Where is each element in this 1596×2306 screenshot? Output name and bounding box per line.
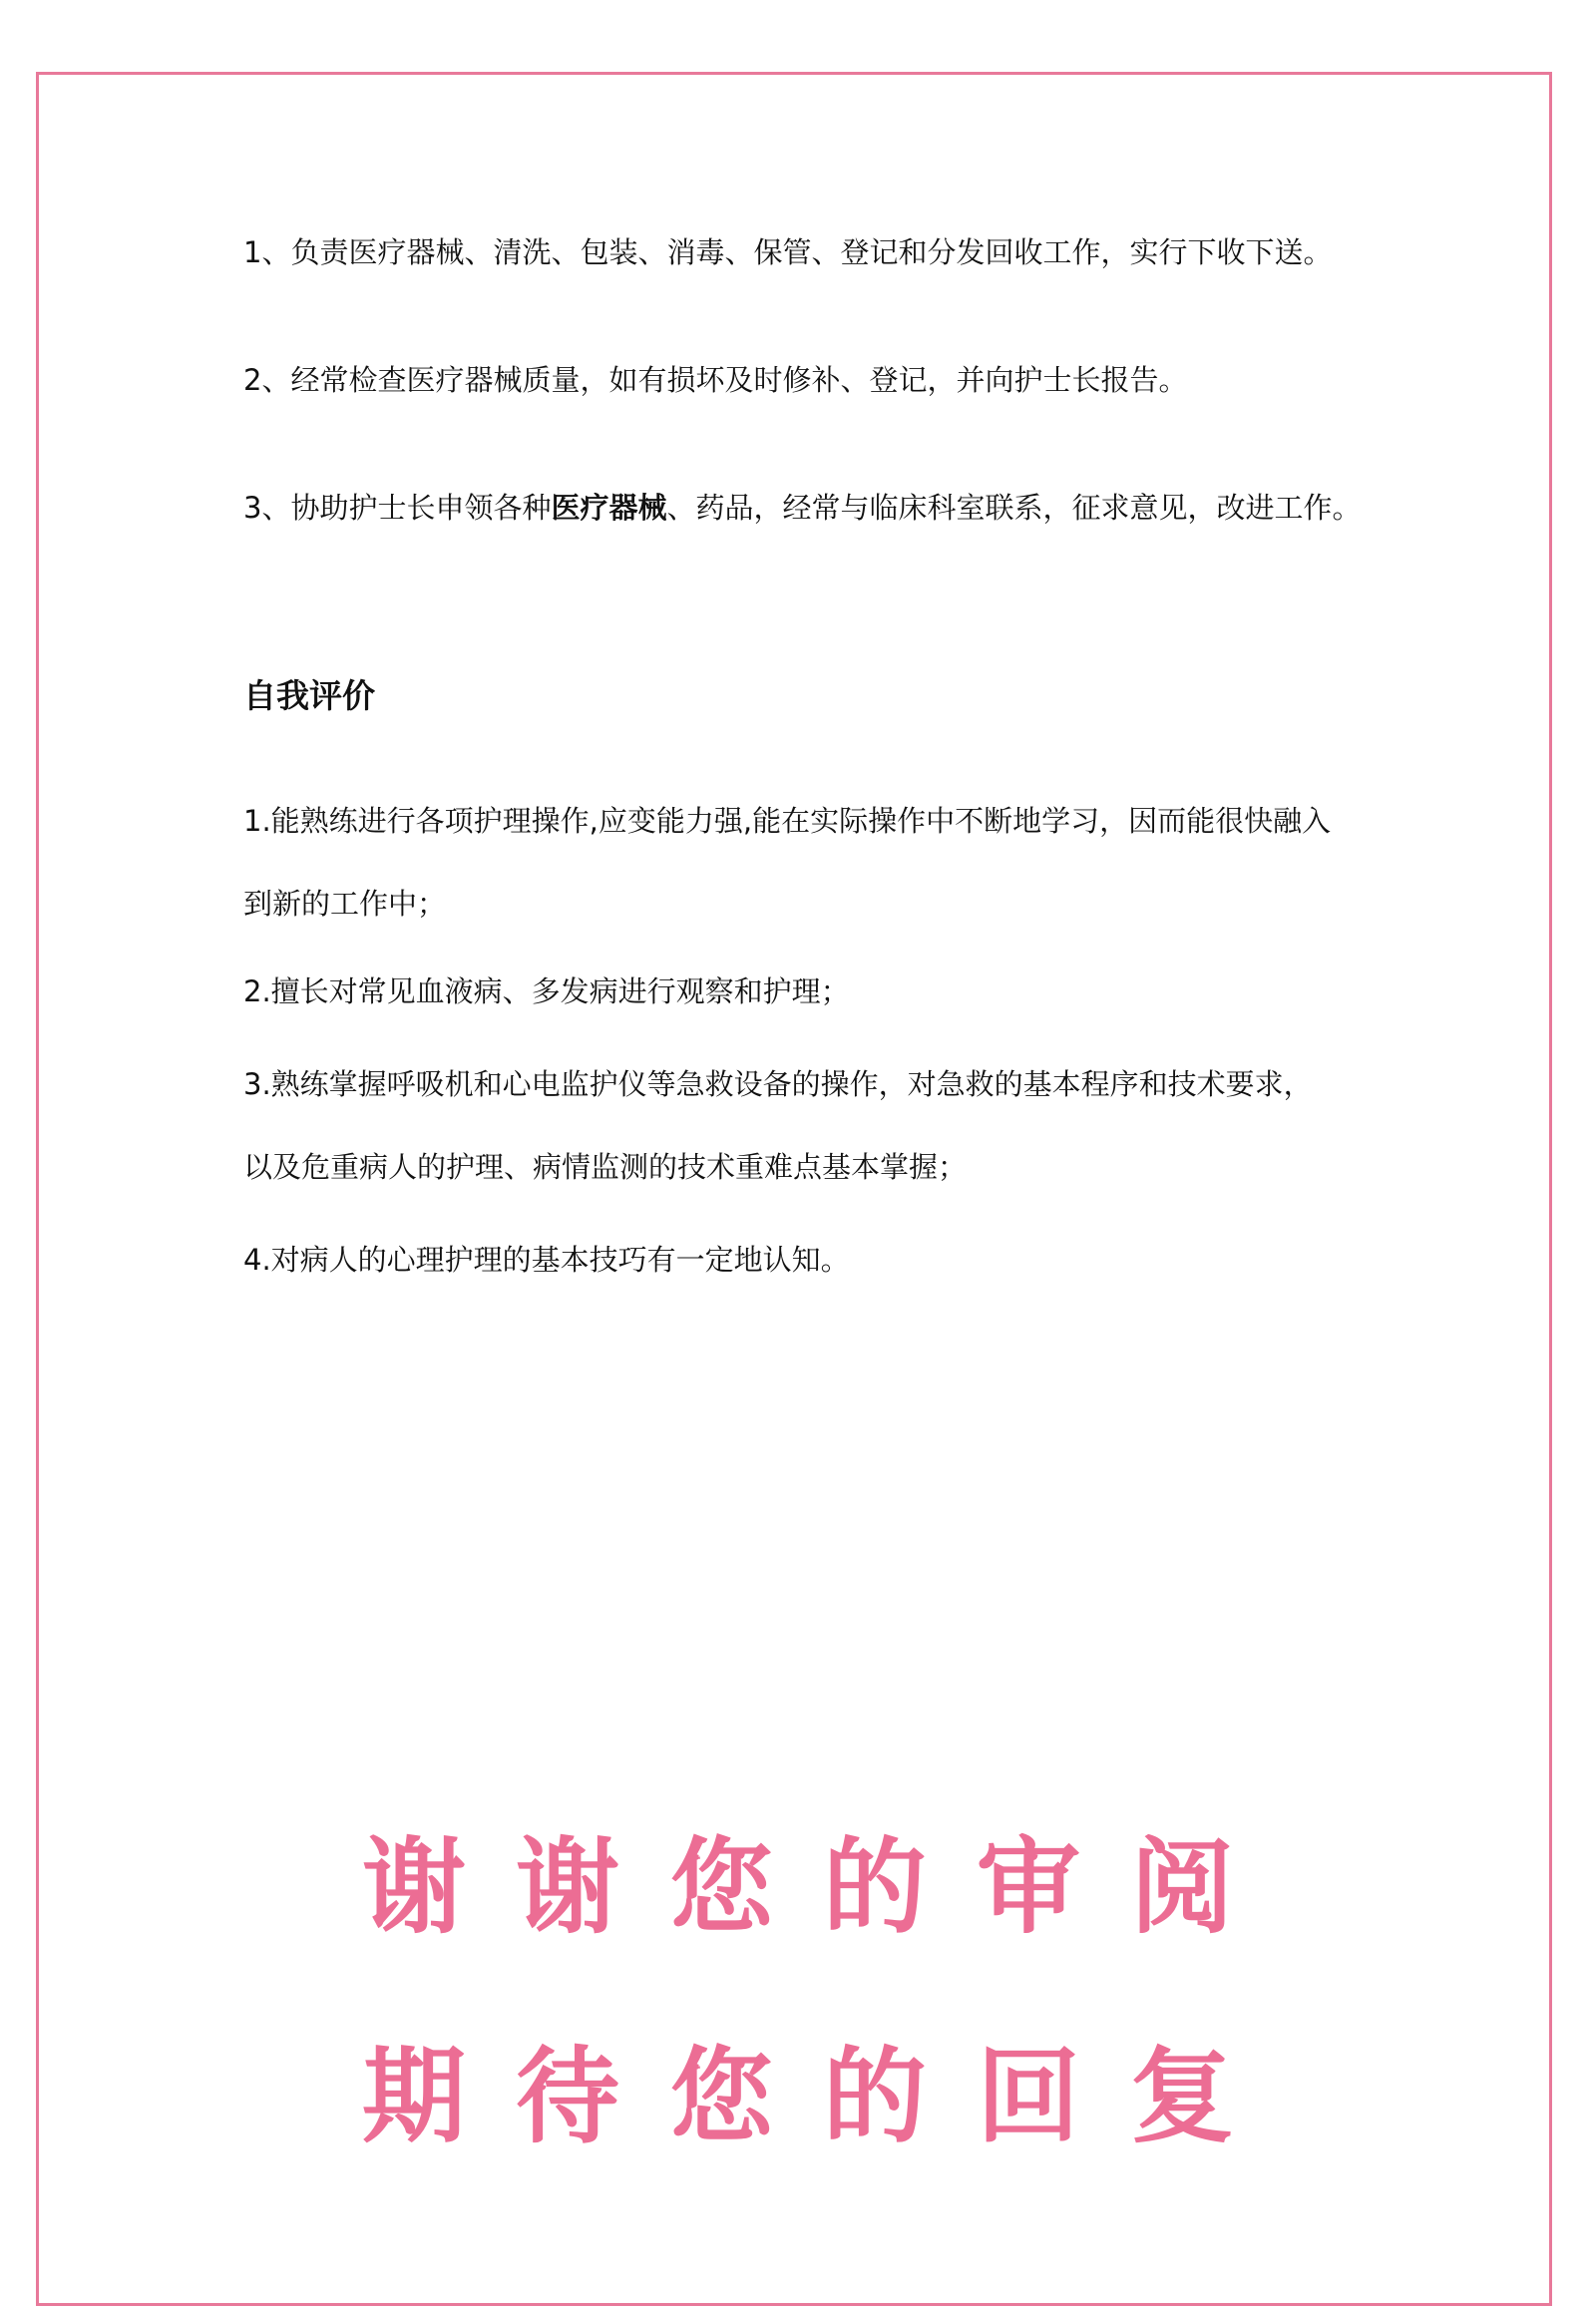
eval-item-2: 2.擅长对常见血液病、多发病进行观察和护理； xyxy=(243,974,850,1008)
duty-item-3-bold: 医疗器械 xyxy=(551,491,667,525)
eval-item-1-line-1: 1.能熟练进行各项护理操作,应变能力强,能在实际操作中不断地学习，因而能很快融入 xyxy=(243,804,1332,838)
eval-item-3-line-2: 以及危重病人的护理、病情监测的技术重难点基本掌握； xyxy=(243,1150,968,1184)
duty-item-3-prefix: 3、协助护士长申领各种 xyxy=(243,491,552,525)
duty-item-3-suffix: 、药品，经常与临床科室联系，征求意见，改进工作。 xyxy=(666,491,1362,525)
duty-item-2: 2、经常检查医疗器械质量，如有损坏及时修补、登记，并向护士长报告。 xyxy=(243,363,1188,397)
closing-await-reply: 期待您的回复 xyxy=(361,2036,1284,2157)
closing-thanks: 谢谢您的审阅 xyxy=(361,1826,1284,1948)
eval-item-1-line-2: 到新的工作中； xyxy=(243,887,447,921)
eval-item-3-line-1: 3.熟练掌握呼吸机和心电监护仪等急救设备的操作，对急救的基本程序和技术要求， xyxy=(243,1067,1313,1101)
page-border-frame xyxy=(36,72,1552,2306)
duty-item-3 xyxy=(243,488,1361,528)
self-evaluation-heading: 自我评价 xyxy=(243,676,375,715)
eval-item-4: 4.对病人的心理护理的基本技巧有一定地认知。 xyxy=(243,1243,850,1277)
duty-item-1: 1、负责医疗器械、清洗、包装、消毒、保管、登记和分发回收工作，实行下收下送。 xyxy=(243,235,1333,269)
